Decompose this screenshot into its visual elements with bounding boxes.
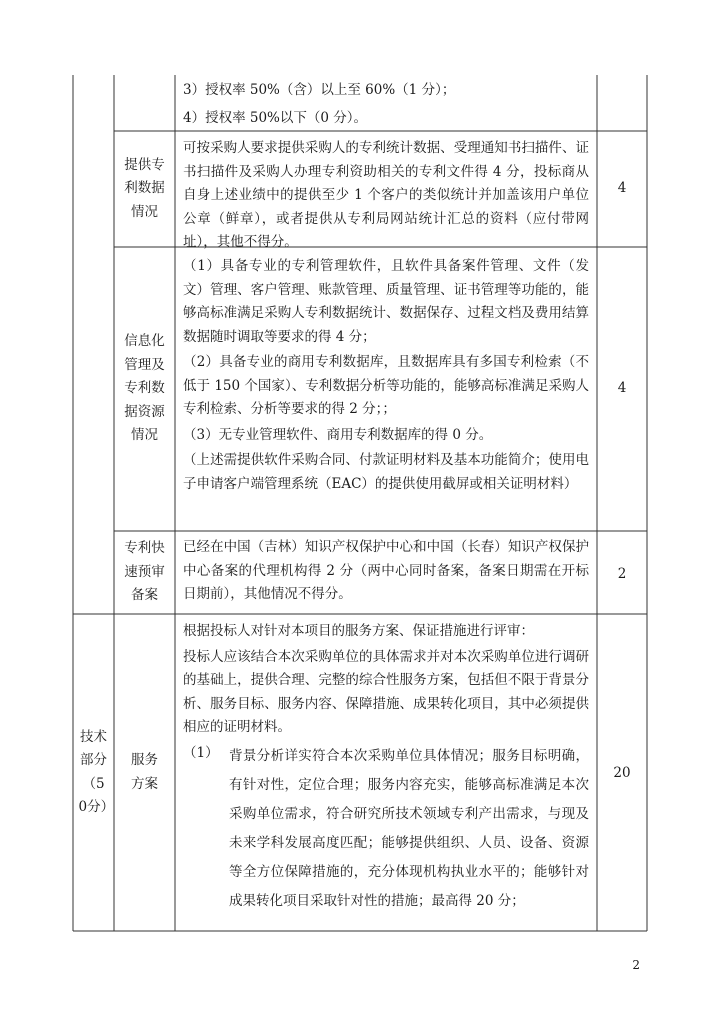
info-mgmt-item-3: （3）无专业管理软件、商用专利数据库的得 0 分。: [183, 426, 493, 443]
info-mgmt-label: 信息化管理及专利数据资源情况: [124, 333, 165, 444]
fast-review-label-cell: [114, 531, 175, 614]
technical-section-cell: [73, 614, 114, 931]
service-plan-label-cell: [114, 614, 175, 931]
service-plan-item-1-number: （1）: [183, 744, 219, 761]
technical-section-label: 技术部分（50分）: [78, 728, 115, 815]
info-mgmt-score: 4: [617, 380, 627, 396]
service-plan-label: 服务方案: [131, 752, 158, 792]
fast-review-score: 2: [617, 566, 627, 582]
patent-stats-text-cell: [175, 137, 597, 255]
service-plan-intro: 根据投标人对针对本项目的服务方案、保证措施进行评审：: [183, 623, 534, 639]
info-mgmt-note: （上述需提供软件采购合同、付款证明材料及基本功能简介；使用电子申请客户端管理系统（EAC）的提供使用截屏或相关证明材料）: [183, 452, 589, 492]
fast-review-text-cell: [175, 536, 597, 607]
patent-stats-text: 可按采购人要求提供采购人的专利统计数据、受理通知书扫描件、证书扫描件及采购人办理专利资助相关的专利文件得 4 分，投标商从自身上述业绩中的提供至少 1 个客户的类似统计并加盖该用户单位公章（鲜章），或者提供从专利局网站统计汇总的资料（应付带网址），其他不得分。: [183, 140, 589, 250]
service-plan-score: 20: [613, 765, 631, 781]
info-mgmt-item-2: （2）具备专业的商用专利数据库，且数据库具有多国专利检索（不低于 150 个国家）、专利数据分析等功能的，能够高标准满足采购人专利检索、分析等要求的得 2 分；；: [183, 354, 589, 417]
patent-stats-label: 提供专利数据情况: [124, 156, 165, 220]
fast-review-label: 专利快速预审备案: [124, 540, 165, 604]
auth-rate-line-3: 3）授权率 50%（含）以上至 60%（1 分）；: [183, 82, 456, 98]
service-plan-item-1-text: 背景分析详实符合本次采购单位具体情况；服务目标明确，有针对性，定位合理；服务内容充实，能够高标准满足本次采购单位需求，符合研究所技术领域专利产出需求，与现及未来学科发展高度匹配；能够提供组织、人员、设备、资源等全方位保障措施的，充分体现机构执业水平的；能够针对成果转化项目采取针对性的措施；最高得 20 分；: [229, 747, 589, 909]
auth-rate-cell: [175, 79, 597, 130]
service-plan-requirement: 投标人应该结合本次采购单位的具体需求并对本次采购单位进行调研的基础上，提供合理、完整的综合性服务方案，包括但不限于背景分析、服务目标、服务内容、保障措施、成果转化项目，其中必须提供相应的证明材料。: [183, 648, 589, 735]
info-mgmt-text-cell: [175, 255, 597, 496]
fast-review-text: 已经在中国（吉林）知识产权保护中心和中国（长春）知识产权保护中心备案的代理机构得 2 分（两中心同时备案，备案日期需在开标日期前），其他情况不得分。: [183, 539, 589, 602]
auth-rate-line-4: 4）授权率 50%以下（0 分）。: [183, 109, 368, 126]
patent-stats-score: 4: [617, 180, 627, 196]
info-mgmt-label-cell: [114, 247, 175, 531]
page-number: 2: [632, 958, 640, 972]
service-plan-text-cell: [175, 620, 597, 916]
patent-stats-label-cell: [114, 131, 175, 247]
service-plan-item-1: [183, 742, 589, 916]
info-mgmt-item-1: （1）具备专业的专利管理软件，且软件具备案件管理、文件（发文）管理、客户管理、账款管理、质量管理、证书管理等功能的，能够高标准满足采购人专利数据统计、数据保存、过程文档及费用结算数据随时调取等要求的得 4 分；: [183, 258, 589, 345]
